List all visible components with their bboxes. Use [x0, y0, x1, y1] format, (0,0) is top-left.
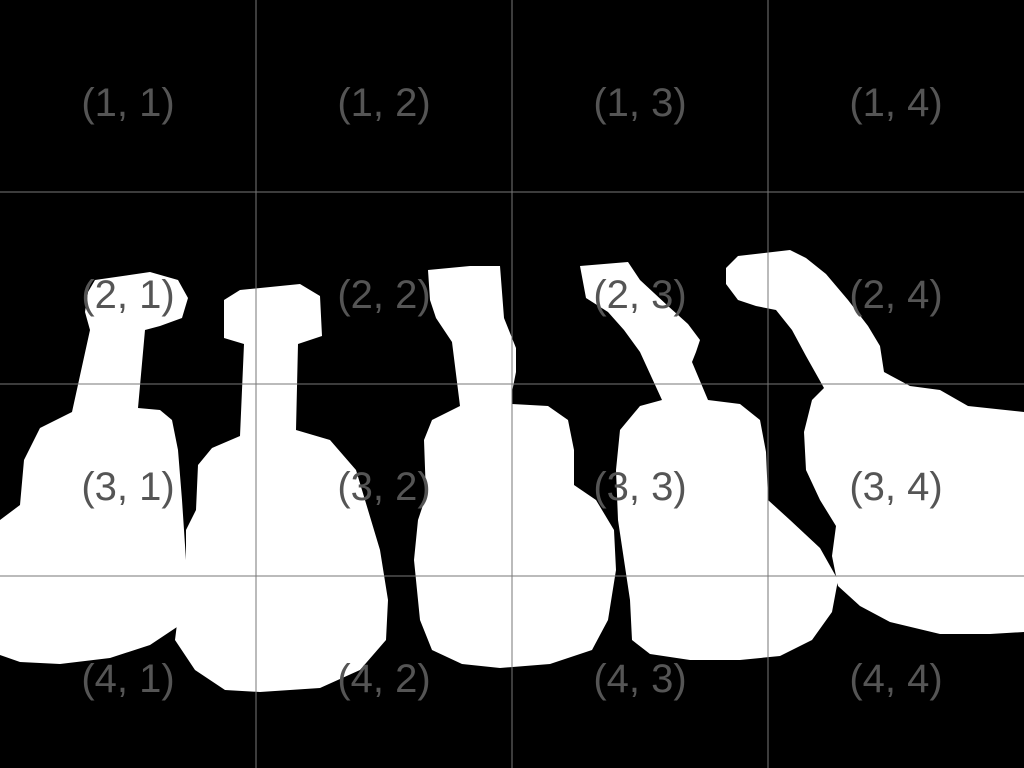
cell-label: (1, 1) [81, 81, 175, 125]
cell-label: (2, 1) [81, 273, 175, 317]
cell-label: (3, 1) [81, 465, 175, 509]
cell-label: (1, 2) [337, 81, 431, 125]
cell-label: (4, 4) [849, 657, 943, 701]
cell-label: (3, 2) [337, 465, 431, 509]
cell-label: (1, 3) [593, 81, 687, 125]
cell-label: (3, 3) [593, 465, 687, 509]
cell-label: (4, 3) [593, 657, 687, 701]
cell-label: (2, 4) [849, 273, 943, 317]
cell-label: (2, 3) [593, 273, 687, 317]
cell-label: (3, 4) [849, 465, 943, 509]
cell-label: (2, 2) [337, 273, 431, 317]
cell-label: (1, 4) [849, 81, 943, 125]
cell-label: (4, 1) [81, 657, 175, 701]
cell-label: (4, 2) [337, 657, 431, 701]
